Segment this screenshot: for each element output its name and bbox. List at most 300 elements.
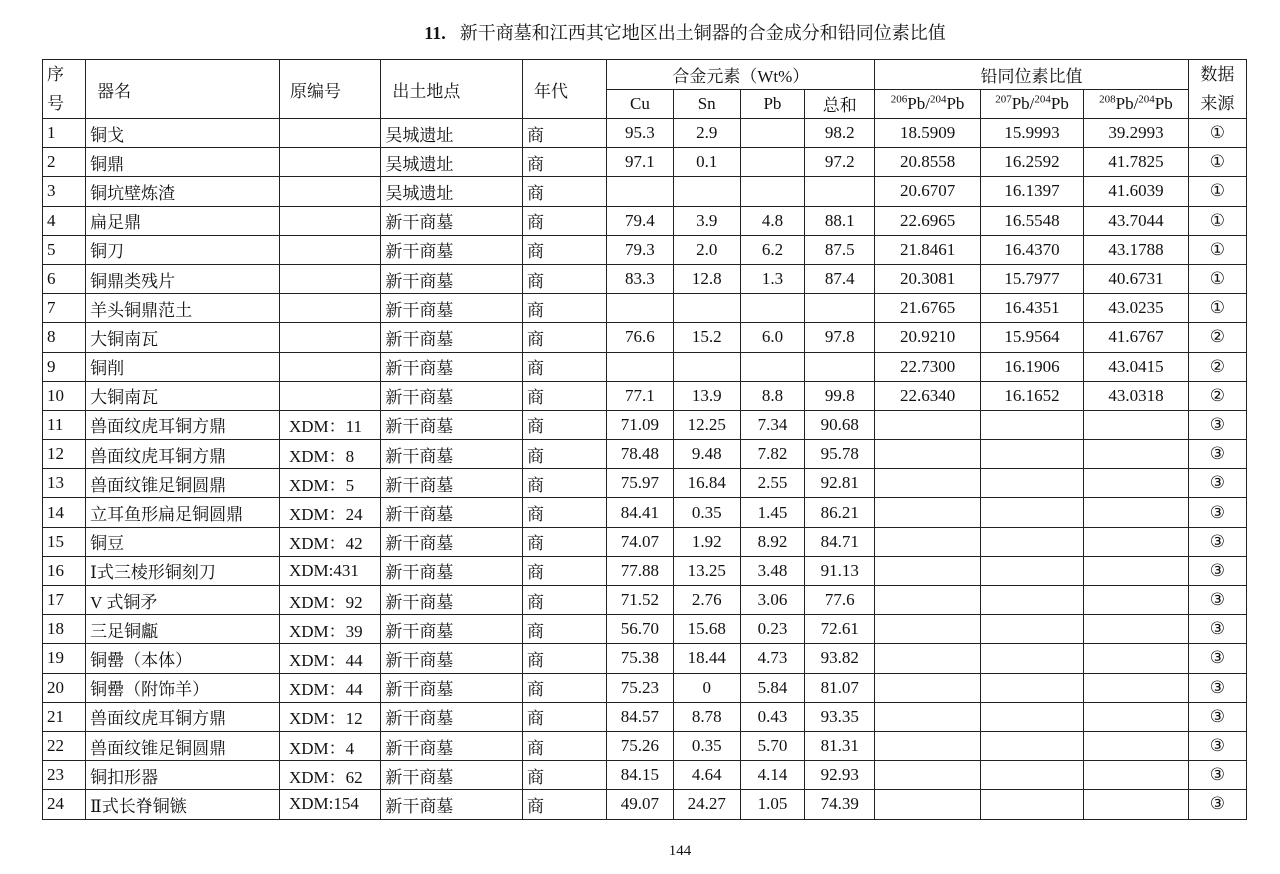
cell-sn (673, 352, 740, 381)
cell-ratio-206-204 (875, 790, 980, 819)
cell-pb: 7.34 (740, 410, 804, 439)
cell-ratio-206-204: 20.8558 (875, 148, 980, 177)
cell-period: 商 (522, 235, 606, 264)
cell-cu: 77.88 (607, 556, 673, 585)
table-row (43, 586, 1247, 615)
cell-site: 新干商墓 (381, 469, 523, 498)
cell-cu: 76.6 (607, 323, 673, 352)
cell-pb: 8.92 (740, 527, 804, 556)
cell-pb: 7.82 (740, 440, 804, 469)
cell-source: ① (1188, 148, 1246, 177)
cell-period: 商 (522, 177, 606, 206)
cell-site: 新干商墓 (381, 761, 523, 790)
cell-cu: 78.48 (607, 440, 673, 469)
cell-cu: 79.3 (607, 235, 673, 264)
table-row (43, 148, 1247, 177)
table-row (43, 294, 1247, 323)
table-row (43, 264, 1247, 293)
table-row (43, 410, 1247, 439)
cell-ratio-208-204: 43.0235 (1084, 294, 1188, 323)
cell-total: 77.6 (805, 586, 875, 615)
cell-site: 新干商墓 (381, 264, 523, 293)
cell-cu: 84.57 (607, 702, 673, 731)
cell-original-id: XDM：92 (279, 586, 380, 615)
cell-row-index: 18 (43, 615, 86, 644)
cell-site: 新干商墓 (381, 352, 523, 381)
cell-total: 98.2 (805, 119, 875, 148)
cell-row-index: 23 (43, 761, 86, 790)
table-row (43, 498, 1247, 527)
cell-source: ③ (1188, 440, 1246, 469)
cell-ratio-207-204: 16.4370 (980, 235, 1083, 264)
cell-row-index: 17 (43, 586, 86, 615)
cell-site: 新干商墓 (381, 410, 523, 439)
header-original-id: 原编号 (279, 60, 380, 119)
cell-source: ③ (1188, 469, 1246, 498)
cell-sn: 3.9 (673, 206, 740, 235)
cell-row-index: 7 (43, 294, 86, 323)
cell-source: ③ (1188, 527, 1246, 556)
table-row (43, 381, 1247, 410)
cell-ratio-208-204: 43.7044 (1084, 206, 1188, 235)
cell-item-name: 兽面纹锥足铜圆鼎 (86, 731, 280, 760)
cell-source: ③ (1188, 673, 1246, 702)
cell-ratio-206-204 (875, 731, 980, 760)
table-row (43, 527, 1247, 556)
cell-source: ③ (1188, 556, 1246, 585)
cell-period: 商 (522, 264, 606, 293)
cell-total (805, 352, 875, 381)
cell-pb: 4.8 (740, 206, 804, 235)
cell-ratio-208-204: 43.0318 (1084, 381, 1188, 410)
cell-ratio-207-204 (980, 615, 1083, 644)
cell-sn: 13.25 (673, 556, 740, 585)
cell-cu: 79.4 (607, 206, 673, 235)
cell-source: ② (1188, 323, 1246, 352)
cell-cu: 84.15 (607, 761, 673, 790)
cell-ratio-208-204: 43.1788 (1084, 235, 1188, 264)
cell-site: 新干商墓 (381, 702, 523, 731)
cell-pb (740, 148, 804, 177)
cell-ratio-208-204 (1084, 527, 1188, 556)
cell-item-name: 大铜南瓦 (86, 381, 280, 410)
cell-source: ② (1188, 352, 1246, 381)
cell-total: 81.31 (805, 731, 875, 760)
cell-original-id: XDM：39 (279, 615, 380, 644)
cell-original-id (279, 264, 380, 293)
cell-row-index: 14 (43, 498, 86, 527)
cell-source: ① (1188, 294, 1246, 323)
cell-ratio-207-204 (980, 586, 1083, 615)
cell-original-id (279, 323, 380, 352)
header-source: 数据 来源 (1188, 60, 1246, 119)
cell-ratio-206-204: 20.9210 (875, 323, 980, 352)
cell-cu: 83.3 (607, 264, 673, 293)
cell-total: 87.4 (805, 264, 875, 293)
cell-original-id: XDM：12 (279, 702, 380, 731)
cell-period: 商 (522, 352, 606, 381)
cell-total: 72.61 (805, 615, 875, 644)
cell-original-id (279, 381, 380, 410)
cell-ratio-206-204: 21.8461 (875, 235, 980, 264)
header-row-1 (43, 60, 1247, 90)
cell-period: 商 (522, 410, 606, 439)
cell-source: ② (1188, 381, 1246, 410)
cell-item-name: 铜豆 (86, 527, 280, 556)
cell-item-name: 铜扣形器 (86, 761, 280, 790)
cell-cu: 71.52 (607, 586, 673, 615)
cell-ratio-207-204: 16.5548 (980, 206, 1083, 235)
cell-ratio-207-204 (980, 731, 1083, 760)
cell-total: 90.68 (805, 410, 875, 439)
cell-sn: 0.1 (673, 148, 740, 177)
cell-row-index: 10 (43, 381, 86, 410)
cell-period: 商 (522, 673, 606, 702)
cell-ratio-208-204: 41.7825 (1084, 148, 1188, 177)
header-cu: Cu (607, 89, 673, 119)
cell-ratio-206-204 (875, 586, 980, 615)
cell-ratio-207-204 (980, 556, 1083, 585)
cell-sn: 15.68 (673, 615, 740, 644)
cell-cu (607, 352, 673, 381)
cell-site: 新干商墓 (381, 615, 523, 644)
cell-site: 新干商墓 (381, 586, 523, 615)
cell-site: 新干商墓 (381, 206, 523, 235)
cell-pb: 4.14 (740, 761, 804, 790)
cell-ratio-208-204 (1084, 702, 1188, 731)
cell-ratio-206-204 (875, 498, 980, 527)
page-number: 144 (668, 843, 692, 859)
cell-ratio-206-204: 22.6965 (875, 206, 980, 235)
cell-pb: 1.3 (740, 264, 804, 293)
cell-ratio-208-204: 41.6039 (1084, 177, 1188, 206)
cell-item-name: 兽面纹虎耳铜方鼎 (86, 410, 280, 439)
cell-original-id: XDM:431 (279, 556, 380, 585)
cell-item-name: 兽面纹虎耳铜方鼎 (86, 702, 280, 731)
table-row (43, 206, 1247, 235)
cell-item-name: 三足铜甗 (86, 615, 280, 644)
cell-ratio-208-204 (1084, 469, 1188, 498)
cell-site: 新干商墓 (381, 381, 523, 410)
cell-pb: 5.84 (740, 673, 804, 702)
cell-row-index: 13 (43, 469, 86, 498)
cell-item-name: 羊头铜鼎范土 (86, 294, 280, 323)
cell-total (805, 177, 875, 206)
cell-sn: 0 (673, 673, 740, 702)
cell-cu: 74.07 (607, 527, 673, 556)
cell-pb: 3.06 (740, 586, 804, 615)
cell-row-index: 11 (43, 410, 86, 439)
cell-pb: 6.0 (740, 323, 804, 352)
cell-sn: 0.35 (673, 498, 740, 527)
cell-ratio-208-204 (1084, 556, 1188, 585)
cell-cu: 97.1 (607, 148, 673, 177)
cell-item-name: 兽面纹虎耳铜方鼎 (86, 440, 280, 469)
cell-item-name: 立耳鱼形扁足铜圆鼎 (86, 498, 280, 527)
table-row (43, 731, 1247, 760)
cell-ratio-206-204: 18.5909 (875, 119, 980, 148)
cell-row-index: 21 (43, 702, 86, 731)
cell-period: 商 (522, 469, 606, 498)
cell-row-index: 2 (43, 148, 86, 177)
cell-sn: 2.0 (673, 235, 740, 264)
cell-original-id (279, 119, 380, 148)
cell-sn: 12.8 (673, 264, 740, 293)
cell-site: 吴城遗址 (381, 119, 523, 148)
cell-ratio-206-204: 21.6765 (875, 294, 980, 323)
cell-ratio-208-204 (1084, 586, 1188, 615)
cell-period: 商 (522, 556, 606, 585)
header-site: 出土地点 (381, 60, 523, 119)
cell-ratio-206-204: 20.3081 (875, 264, 980, 293)
cell-total: 92.93 (805, 761, 875, 790)
cell-ratio-206-204 (875, 615, 980, 644)
cell-ratio-207-204 (980, 440, 1083, 469)
cell-ratio-208-204 (1084, 410, 1188, 439)
cell-period: 商 (522, 790, 606, 819)
cell-item-name: 大铜南瓦 (86, 323, 280, 352)
cell-pb (740, 177, 804, 206)
cell-ratio-208-204 (1084, 761, 1188, 790)
cell-source: ① (1188, 264, 1246, 293)
cell-site: 新干商墓 (381, 235, 523, 264)
cell-ratio-206-204 (875, 410, 980, 439)
cell-source: ③ (1188, 615, 1246, 644)
cell-row-index: 1 (43, 119, 86, 148)
cell-item-name: 铜罍（本体） (86, 644, 280, 673)
cell-ratio-208-204 (1084, 644, 1188, 673)
cell-ratio-206-204: 22.7300 (875, 352, 980, 381)
cell-row-index: 6 (43, 264, 86, 293)
table-title (0, 20, 1280, 46)
table-row (43, 615, 1247, 644)
table-row (43, 702, 1247, 731)
cell-total: 97.8 (805, 323, 875, 352)
cell-cu: 77.1 (607, 381, 673, 410)
cell-original-id: XDM：42 (279, 527, 380, 556)
cell-sn: 12.25 (673, 410, 740, 439)
cell-ratio-207-204 (980, 702, 1083, 731)
header-name: 器名 (86, 60, 280, 119)
cell-period: 商 (522, 148, 606, 177)
cell-ratio-208-204: 40.6731 (1084, 264, 1188, 293)
cell-ratio-206-204 (875, 761, 980, 790)
cell-item-name: Ⅰ式三棱形铜刻刀 (86, 556, 280, 585)
cell-ratio-208-204 (1084, 673, 1188, 702)
cell-source: ③ (1188, 702, 1246, 731)
cell-sn: 9.48 (673, 440, 740, 469)
cell-pb: 4.73 (740, 644, 804, 673)
table-row (43, 323, 1247, 352)
cell-original-id (279, 352, 380, 381)
cell-ratio-207-204: 15.9564 (980, 323, 1083, 352)
cell-pb (740, 294, 804, 323)
cell-row-index: 19 (43, 644, 86, 673)
cell-ratio-206-204 (875, 527, 980, 556)
cell-ratio-207-204 (980, 410, 1083, 439)
cell-row-index: 4 (43, 206, 86, 235)
cell-cu: 49.07 (607, 790, 673, 819)
cell-ratio-208-204 (1084, 440, 1188, 469)
cell-total: 84.71 (805, 527, 875, 556)
cell-cu: 75.38 (607, 644, 673, 673)
table-row (43, 469, 1247, 498)
cell-period: 商 (522, 527, 606, 556)
cell-total: 99.8 (805, 381, 875, 410)
cell-pb: 3.48 (740, 556, 804, 585)
table-row (43, 556, 1247, 585)
cell-original-id: XDM:154 (279, 790, 380, 819)
cell-period: 商 (522, 586, 606, 615)
cell-source: ① (1188, 206, 1246, 235)
cell-item-name: V 式铜矛 (86, 586, 280, 615)
cell-item-name: Ⅱ式长脊铜镞 (86, 790, 280, 819)
cell-ratio-208-204 (1084, 731, 1188, 760)
cell-total: 91.13 (805, 556, 875, 585)
cell-site: 新干商墓 (381, 294, 523, 323)
header-isotope-group: 铅同位素比值 (875, 60, 1188, 90)
cell-ratio-206-204 (875, 440, 980, 469)
cell-cu: 75.97 (607, 469, 673, 498)
cell-site: 新干商墓 (381, 527, 523, 556)
cell-sn: 4.64 (673, 761, 740, 790)
header-ratio-208-204: $^{208}$Pb/$^{204}$Pb (1084, 89, 1188, 119)
title-text: 新干商墓和江西其它地区出土铜器的合金成分和铅同位素比值 (459, 23, 946, 43)
cell-period: 商 (522, 761, 606, 790)
cell-period: 商 (522, 323, 606, 352)
cell-total: 74.39 (805, 790, 875, 819)
header-alloy-group: 合金元素（Wt%） (607, 60, 875, 90)
cell-ratio-206-204 (875, 469, 980, 498)
cell-row-index: 24 (43, 790, 86, 819)
cell-row-index: 22 (43, 731, 86, 760)
cell-sn (673, 294, 740, 323)
cell-original-id: XDM：24 (279, 498, 380, 527)
cell-pb: 0.43 (740, 702, 804, 731)
header-ratio-206-204: $^{206}$Pb/$^{204}$Pb (875, 89, 980, 119)
cell-ratio-207-204: 16.1906 (980, 352, 1083, 381)
cell-source: ③ (1188, 644, 1246, 673)
cell-source: ① (1188, 177, 1246, 206)
cell-item-name: 铜鼎类残片 (86, 264, 280, 293)
table-row (43, 673, 1247, 702)
cell-period: 商 (522, 702, 606, 731)
cell-original-id: XDM：44 (279, 644, 380, 673)
cell-item-name: 铜坑壁炼渣 (86, 177, 280, 206)
cell-source: ① (1188, 235, 1246, 264)
cell-source: ① (1188, 119, 1246, 148)
cell-cu: 56.70 (607, 615, 673, 644)
cell-site: 新干商墓 (381, 731, 523, 760)
cell-sn: 24.27 (673, 790, 740, 819)
cell-sn: 13.9 (673, 381, 740, 410)
cell-ratio-208-204: 43.0415 (1084, 352, 1188, 381)
cell-period: 商 (522, 206, 606, 235)
cell-pb: 1.45 (740, 498, 804, 527)
cell-pb (740, 352, 804, 381)
cell-original-id (279, 206, 380, 235)
cell-ratio-206-204 (875, 556, 980, 585)
cell-row-index: 9 (43, 352, 86, 381)
cell-item-name: 扁足鼎 (86, 206, 280, 235)
header-ratio-207-204: $^{207}$Pb/$^{204}$Pb (980, 89, 1083, 119)
cell-item-name: 铜罍（附饰羊） (86, 673, 280, 702)
cell-total: 92.81 (805, 469, 875, 498)
table-row (43, 352, 1247, 381)
cell-cu: 75.26 (607, 731, 673, 760)
cell-cu: 95.3 (607, 119, 673, 148)
cell-period: 商 (522, 119, 606, 148)
cell-site: 新干商墓 (381, 790, 523, 819)
cell-total (805, 294, 875, 323)
cell-site: 新干商墓 (381, 644, 523, 673)
cell-pb: 2.55 (740, 469, 804, 498)
cell-ratio-207-204 (980, 498, 1083, 527)
cell-total: 86.21 (805, 498, 875, 527)
cell-item-name: 兽面纹锥足铜圆鼎 (86, 469, 280, 498)
cell-total: 88.1 (805, 206, 875, 235)
cell-ratio-207-204: 16.1397 (980, 177, 1083, 206)
cell-site: 新干商墓 (381, 673, 523, 702)
cell-item-name: 铜刀 (86, 235, 280, 264)
cell-ratio-207-204 (980, 761, 1083, 790)
cell-pb: 6.2 (740, 235, 804, 264)
cell-pb: 5.70 (740, 731, 804, 760)
cell-period: 商 (522, 644, 606, 673)
cell-pb: 8.8 (740, 381, 804, 410)
cell-ratio-208-204: 39.2993 (1084, 119, 1188, 148)
cell-cu: 75.23 (607, 673, 673, 702)
table-row (43, 235, 1247, 264)
cell-ratio-207-204 (980, 527, 1083, 556)
cell-period: 商 (522, 498, 606, 527)
cell-row-index: 8 (43, 323, 86, 352)
cell-ratio-206-204: 22.6340 (875, 381, 980, 410)
cell-site: 新干商墓 (381, 323, 523, 352)
cell-ratio-208-204 (1084, 790, 1188, 819)
cell-total: 93.82 (805, 644, 875, 673)
cell-period: 商 (522, 294, 606, 323)
cell-source: ③ (1188, 761, 1246, 790)
cell-sn: 2.76 (673, 586, 740, 615)
header-period: 年代 (522, 60, 606, 119)
cell-ratio-207-204: 16.4351 (980, 294, 1083, 323)
cell-period: 商 (522, 440, 606, 469)
cell-cu: 71.09 (607, 410, 673, 439)
cell-original-id (279, 294, 380, 323)
cell-original-id: XDM：11 (279, 410, 380, 439)
cell-original-id: XDM：4 (279, 731, 380, 760)
cell-cu (607, 177, 673, 206)
cell-row-index: 16 (43, 556, 86, 585)
table-row (43, 440, 1247, 469)
cell-original-id: XDM：5 (279, 469, 380, 498)
cell-ratio-207-204 (980, 790, 1083, 819)
cell-sn: 15.2 (673, 323, 740, 352)
cell-total: 95.78 (805, 440, 875, 469)
table-row (43, 177, 1247, 206)
cell-total: 81.07 (805, 673, 875, 702)
cell-item-name: 铜削 (86, 352, 280, 381)
cell-ratio-206-204: 20.6707 (875, 177, 980, 206)
header-total: 总和 (805, 89, 875, 119)
cell-original-id (279, 235, 380, 264)
cell-ratio-208-204 (1084, 498, 1188, 527)
cell-original-id: XDM：8 (279, 440, 380, 469)
cell-site: 吴城遗址 (381, 148, 523, 177)
header-sn: Sn (673, 89, 740, 119)
cell-site: 新干商墓 (381, 498, 523, 527)
